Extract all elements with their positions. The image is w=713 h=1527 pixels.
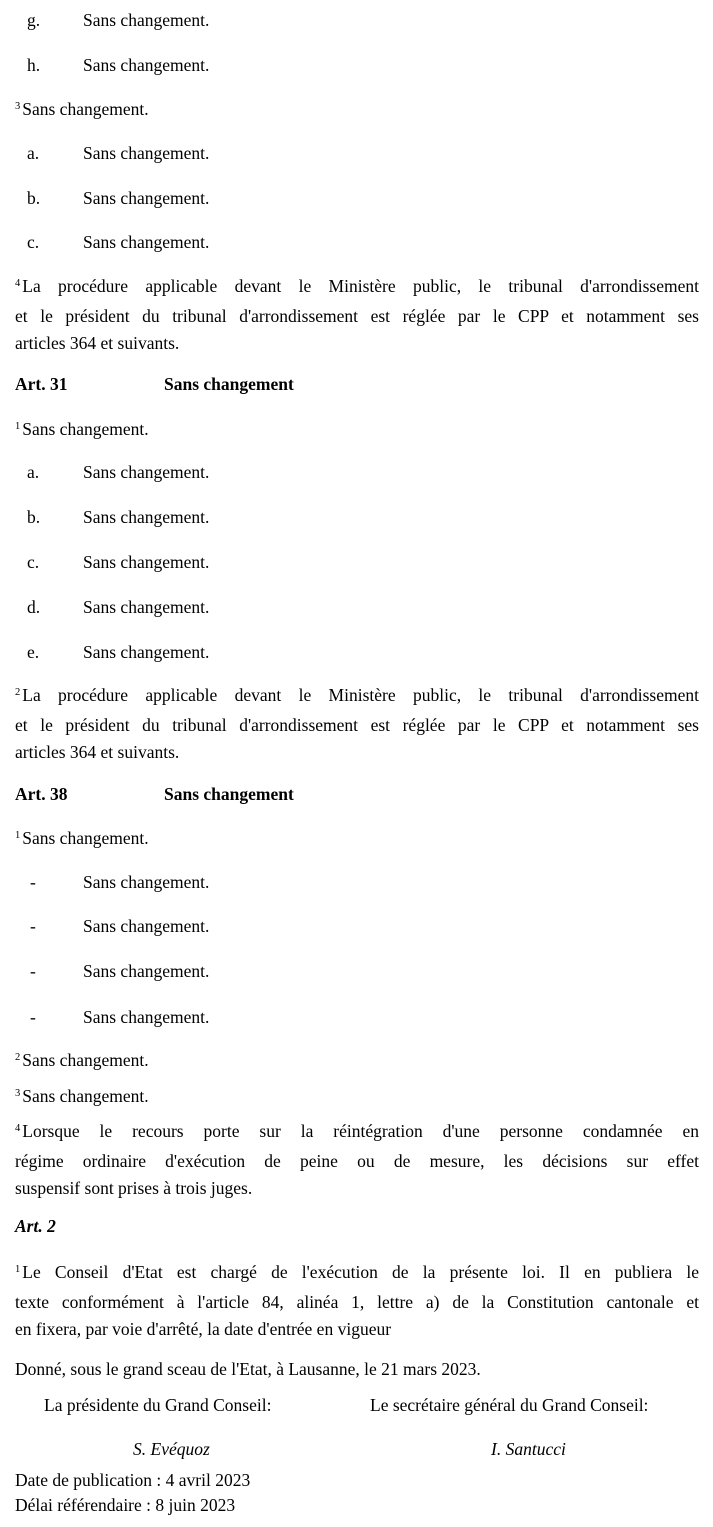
list-marker: h. [27, 55, 41, 75]
paragraph-line: articles 364 et suivants. [15, 333, 180, 353]
paragraph-line: articles 364 et suivants. [15, 742, 180, 762]
paragraph-alinea [15, 101, 149, 119]
list-item-text: Sans changement. [83, 642, 210, 662]
right-signatory-role: Le secrétaire général du Grand Conseil: [370, 1395, 649, 1415]
paragraph-line: Le Conseil d'Etat est chargé de l'exécution de la présente loi. Il en publiera le [22, 1262, 699, 1282]
list-item-text: Sans changement. [83, 507, 210, 527]
article-label: Art. 31 [15, 374, 68, 394]
article-title: Sans changement [164, 374, 294, 394]
paragraph-line: La procédure applicable devant le Ministère public, le tribunal d'arrondissement [22, 276, 699, 296]
list-marker: c. [27, 232, 40, 252]
paragraph-line: Lorsque le recours porte sur la réintégration d'une personne condamnée en [22, 1121, 699, 1141]
alinea-number: 2 [15, 1052, 21, 1063]
article-heading [15, 374, 294, 394]
list-item-text: Sans changement. [83, 143, 210, 163]
alinea-number: 2 [15, 687, 21, 698]
alinea-number: 1 [15, 830, 21, 841]
list-marker: a. [27, 462, 40, 482]
list-item-text: Sans changement. [83, 55, 210, 75]
list-marker: - [30, 872, 36, 892]
paragraph-alinea [15, 421, 149, 439]
paragraph-alinea [15, 1118, 699, 1202]
paragraph-line: suspensif sont prises à trois juges. [15, 1178, 253, 1198]
list-marker: a. [27, 143, 40, 163]
alinea-number: 1 [15, 421, 21, 432]
alinea-text: Sans changement. [22, 1086, 149, 1106]
referendum-deadline: Délai référendaire : 8 juin 2023 [15, 1495, 236, 1515]
paragraph-alinea [15, 1052, 149, 1070]
left-signatory-role: La présidente du Grand Conseil: [44, 1395, 272, 1415]
list-item-text: Sans changement. [83, 961, 210, 981]
list-item-text: Sans changement. [83, 232, 210, 252]
list-item-text: Sans changement. [83, 552, 210, 572]
publication-date: Date de publication : 4 avril 2023 [15, 1470, 251, 1490]
alinea-number: 1 [15, 1264, 21, 1275]
list-marker: b. [27, 507, 41, 527]
alinea-text: Sans changement. [22, 419, 149, 439]
list-marker: - [30, 961, 36, 981]
left-signatory-name: S. Evéquoz [133, 1439, 210, 1459]
list-marker: g. [27, 10, 41, 30]
list-item-text: Sans changement. [83, 597, 210, 617]
article-heading [15, 784, 294, 804]
alinea-text: Sans changement. [22, 99, 149, 119]
list-marker: - [30, 1007, 36, 1027]
paragraph-alinea [15, 273, 699, 357]
list-marker: - [30, 916, 36, 936]
list-item-text: Sans changement. [83, 10, 210, 30]
list-item-text: Sans changement. [83, 188, 210, 208]
article-label: Art. 38 [15, 784, 68, 804]
paragraph-line: texte conformément à l'article 84, alinéa 1, lettre a) de la Constitution cantonale et [15, 1292, 699, 1312]
alinea-number: 3 [15, 1088, 21, 1099]
paragraph-alinea [15, 682, 699, 766]
paragraph-line: en fixera, par voie d'arrêté, la date d'entrée en vigueur [15, 1319, 392, 1339]
article-title: Sans changement [164, 784, 294, 804]
alinea-number: 4 [15, 278, 21, 289]
paragraph-line: et le président du tribunal d'arrondissement est réglée par le CPP et notamment ses [15, 715, 699, 735]
list-marker: b. [27, 188, 41, 208]
alinea-number: 4 [15, 1123, 21, 1134]
list-item-text: Sans changement. [83, 462, 210, 482]
list-item-text: Sans changement. [83, 872, 210, 892]
list-marker: d. [27, 597, 41, 617]
alinea-number: 3 [15, 101, 21, 112]
list-item-text: Sans changement. [83, 1007, 210, 1027]
article-heading: Art. 2 [15, 1216, 56, 1236]
closing-statement: Donné, sous le grand sceau de l'Etat, à Lausanne, le 21 mars 2023. [15, 1359, 481, 1379]
paragraph-line: et le président du tribunal d'arrondissement est réglée par le CPP et notamment ses [15, 306, 699, 326]
list-item-text: Sans changement. [83, 916, 210, 936]
paragraph-alinea [15, 830, 149, 848]
paragraph-alinea [15, 1088, 149, 1106]
paragraph-line: La procédure applicable devant le Ministère public, le tribunal d'arrondissement [22, 685, 699, 705]
paragraph-line: régime ordinaire d'exécution de peine ou de mesure, les décisions sur effet [15, 1151, 699, 1171]
paragraph-alinea [15, 1259, 699, 1343]
right-signatory-name: I. Santucci [491, 1439, 566, 1459]
alinea-text: Sans changement. [22, 1050, 149, 1070]
list-marker: e. [27, 642, 40, 662]
alinea-text: Sans changement. [22, 828, 149, 848]
list-marker: c. [27, 552, 40, 572]
